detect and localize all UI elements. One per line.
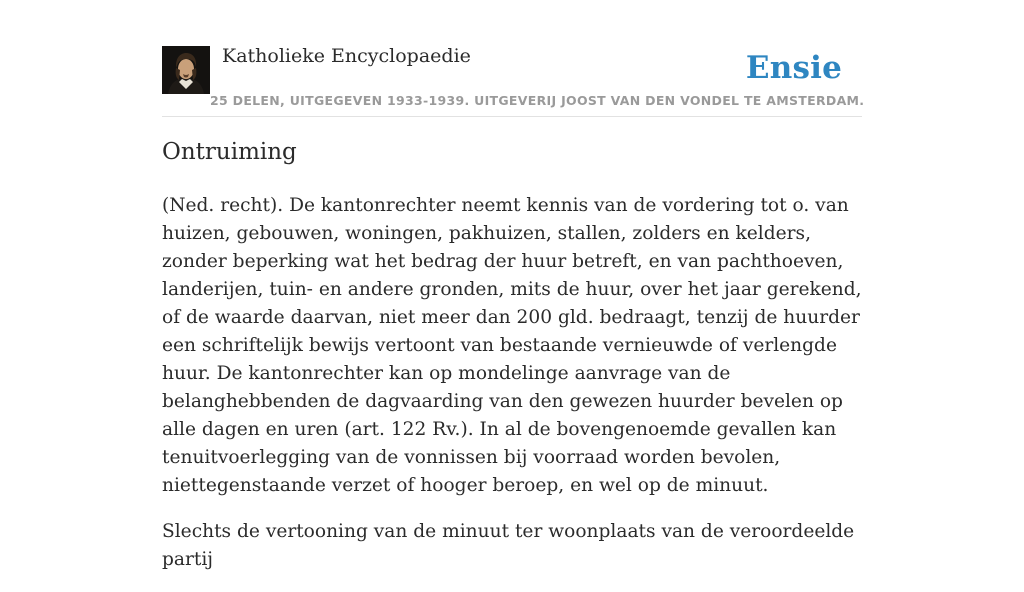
brand-logo[interactable]: Ensie <box>745 50 842 86</box>
avatar[interactable] <box>162 46 210 94</box>
page-container <box>162 0 865 570</box>
publication-title[interactable]: Katholieke Encyclopaedie <box>222 45 471 67</box>
article-body <box>162 192 862 592</box>
publication-header <box>162 0 865 117</box>
portrait-icon <box>162 46 210 94</box>
publication-subtitle: 25 DELEN, UITGEGEVEN 1933-1939. UITGEVERIJ JOOST VAN DEN VONDEL TE AMSTERDAM. <box>210 93 865 108</box>
article-paragraph: Slechts de vertooning van de minuut ter woonplaats van de veroordeelde partij <box>162 521 855 570</box>
article-paragraph: (Ned. recht). De kantonrechter neemt kennis van de vordering tot o. van huizen, gebouwen, woningen, pakhuizen, stallen, zolders en kelders, zonder beperking wat het bedrag der huur betreft, en van pachthoeven, landerijen, tuin- en andere gronden, mits de huur, over het jaar gerekend, of de waarde daarvan, niet meer dan 200 gld. bedraagt, tenzij de huurder een schriftelijk bewijs vertoont van bestaande vernieuwde of verlengde huur. De kantonrechter kan op mondelinge aanvrage van de belanghebbenden de dagvaarding van den gewezen huurder bevelen op alle dagen en uren (art. 122 Rv.). In al de bovengenoemde gevallen kan tenuitvoerlegging van de vonnissen bij voorraad worden bevolen, niettegenstaande verzet of hooger beroep, en wel op de minuut. <box>162 195 862 496</box>
article-title: Ontruiming <box>162 139 297 165</box>
